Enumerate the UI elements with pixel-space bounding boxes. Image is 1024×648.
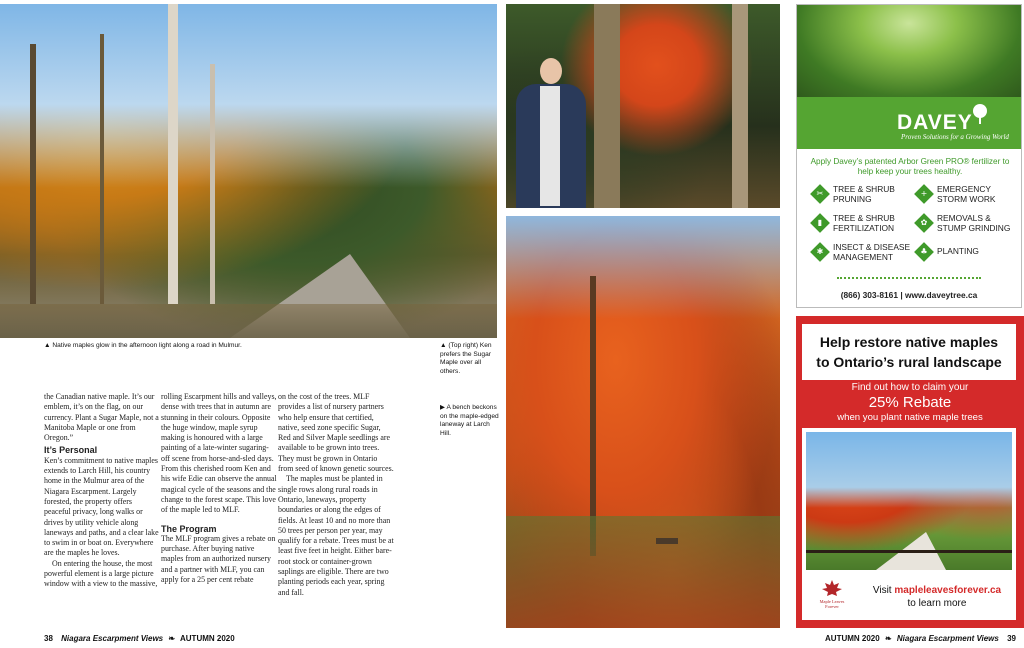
paragraph: the Canadian native maple. It’s our emblem, it’s on the flag, on our currency. Plant a Sugar Maple, not a Manitoba Maple or one from Oregon.” xyxy=(44,392,159,443)
insect-icon: ✱ xyxy=(810,242,830,262)
davey-contact: (866) 303-8161 | www.daveytree.ca xyxy=(840,290,978,300)
magazine-name-right: Niagara Escarpment Views xyxy=(896,634,999,643)
road-photo-caption: ▲ Native maples glow in the afternoon light along a road in Mulmur. xyxy=(44,342,242,349)
pruning-icon: ✂ xyxy=(810,184,830,204)
subheading-its-personal: It’s Personal xyxy=(44,445,98,456)
tree-trunk xyxy=(210,64,215,304)
removal-icon: ✿ xyxy=(914,213,934,233)
mlf-headline: Help restore native maples to Ontario’s rural landscape xyxy=(816,334,1002,370)
paragraph: On entering the house, the most powerful element is a large picture window with a view to the massive, xyxy=(44,558,158,589)
service-insect: INSECT & DISEASE MANAGEMENT xyxy=(833,242,911,262)
paragraph: The MLF program gives a rebate on purchase. After buying native maples from an authorized nursery and a partner with MLF, you can apply for a 25 per cent rebate xyxy=(161,533,276,585)
davey-logo: DAVEY xyxy=(897,111,973,134)
mlf-logo: Maple Leaves Forever xyxy=(812,580,852,616)
davey-phone[interactable]: (866) 303-8161 xyxy=(840,290,898,300)
paragraph: Ken’s commitment to native maples extends to Larch Hill, his country home in the Mulmur area of the Niagara Escarpment. Largely forested, the property offers peaceful privacy, long walks or drives by utility vehicle along laneways and paths, and a clear lake to swim in or boat on. Everywhere are the maples he loves. xyxy=(44,455,159,558)
service-fertilization: TREE & SHRUB FERTILIZATION xyxy=(833,213,895,233)
mlf-headline-box xyxy=(802,324,1016,380)
mlf-advertisement[interactable] xyxy=(796,316,1024,628)
issue-right: AUTUMN 2020 xyxy=(825,634,880,643)
maple-trunk xyxy=(590,276,596,556)
mlf-website-link[interactable]: mapleleavesforever.ca xyxy=(894,585,1002,596)
davey-advertisement[interactable] xyxy=(796,4,1022,308)
fertilization-icon: ▮ xyxy=(810,213,830,233)
service-planting: PLANTING xyxy=(937,246,979,256)
road-maples-photo xyxy=(0,4,497,338)
mlf-rebate: 25% Rebate xyxy=(868,394,952,411)
footer-right xyxy=(825,634,1016,643)
storm-icon: + xyxy=(914,184,934,204)
roadside-ground xyxy=(0,304,497,338)
tree-canopy-image xyxy=(797,5,1021,97)
planting-icon: ♣ xyxy=(914,242,934,262)
ken-shirt xyxy=(540,86,560,206)
tree-trunk xyxy=(30,44,36,304)
subheading-the-program: The Program xyxy=(161,523,217,534)
ken-head xyxy=(540,58,562,84)
mlf-photo-panel xyxy=(802,428,1016,620)
article-column-3 xyxy=(278,392,394,598)
service-pruning: TREE & SHRUB PRUNING xyxy=(833,184,895,204)
page-number-left: 38 xyxy=(44,634,53,643)
dotted-divider xyxy=(837,277,981,279)
article-column-1 xyxy=(44,392,160,590)
ken-with-maple-photo xyxy=(506,4,780,208)
fence xyxy=(806,550,1012,553)
paragraph: on the cost of the trees. MLF provides a list of nursery partners who help ensure that certified, native, seed zone specific Sugar, Red and Silver Maple seedlings are available to be grown into trees. They must be grown in Ontario from seed of known genetic sources. xyxy=(278,392,394,474)
mlf-sub-2: when you plant native maple trees xyxy=(837,412,983,423)
maple-lined-lane-image xyxy=(806,432,1012,570)
leaf-separator-icon: ❧ xyxy=(884,634,892,643)
bench-photo-caption: ▶ A bench beckons on the maple-edged laneway at Larch Hill. xyxy=(440,404,499,437)
maple-leaf-icon xyxy=(822,580,842,598)
magazine-name-left: Niagara Escarpment Views xyxy=(61,634,164,643)
service-storm: EMERGENCY STORM WORK xyxy=(937,184,996,204)
mlf-sub-1: Find out how to claim your xyxy=(851,382,969,393)
bench xyxy=(656,538,678,544)
tree-trunk xyxy=(100,34,104,304)
laneway-ground xyxy=(506,516,780,628)
birch-trunk xyxy=(168,4,178,304)
ken-photo-caption: ▲ (Top right) Ken prefers the Sugar Maple over all others. xyxy=(440,342,492,375)
tree-trunk xyxy=(732,4,748,208)
tree-trunk xyxy=(594,4,620,208)
paragraph: The maples must be planted in single rows along rural roads in Ontario, laneways, property boundaries or along the edges of fields. At least 10 and no more than 50 trees per person per year, may qualify for a rebate. Trees must be at least five feet in height. Either bare-root stock or container-grown saplings are eligible. There are two planting periods each year, spring and fall. xyxy=(278,474,394,597)
leaf-separator-icon: ❧ xyxy=(168,634,176,643)
issue-left: AUTUMN 2020 xyxy=(180,634,235,643)
paragraph: rolling Escarpment hills and valleys, dense with trees that in autumn are stunning in their colours. Opposite the huge window, maple syrup making is honoured with a large painting of a late-winter sugaring-off scene from horse-and-sled days. From this cherished room Ken and his wife Edie can observe the annual magical cycle of the seasons and the change to the forest scape. This love of the maple led to MLF. xyxy=(161,392,277,515)
davey-intro: Apply Davey’s patented Arbor Green PRO® fertilizer to help keep your trees healthy. xyxy=(810,157,1010,176)
davey-tagline: Proven Solutions for a Growing World xyxy=(901,133,1009,141)
mlf-visit-text: Visit mapleleavesforever.ca to learn more xyxy=(872,585,1002,609)
page-number-right: 39 xyxy=(1007,634,1016,643)
davey-website-link[interactable]: www.daveytree.ca xyxy=(904,290,978,300)
footer-left xyxy=(44,634,235,643)
service-removal: REMOVALS & STUMP GRINDING xyxy=(937,213,1011,233)
bench-laneway-photo xyxy=(506,216,780,628)
article-column-2 xyxy=(161,392,277,585)
